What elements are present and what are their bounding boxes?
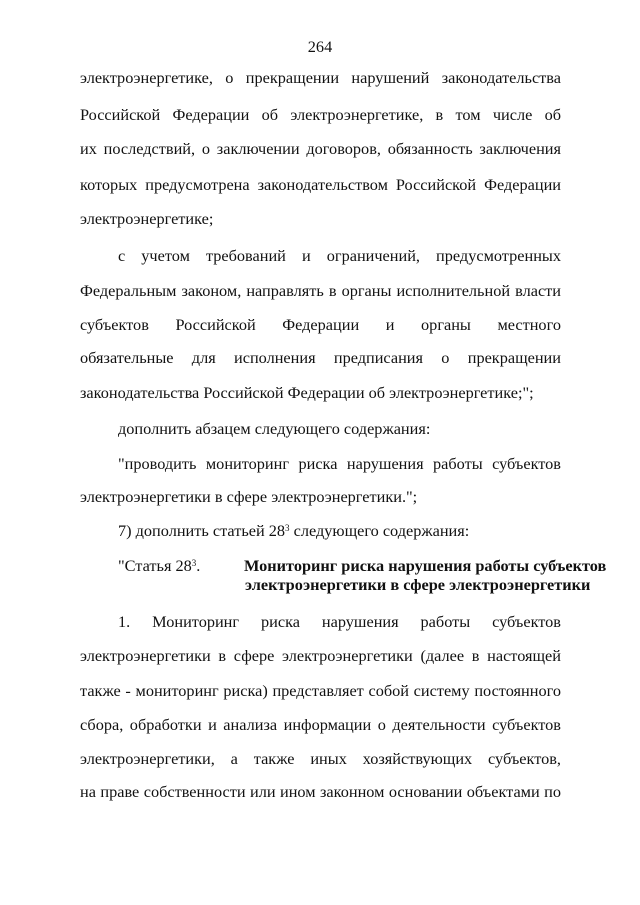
- text-line: Федеральным законом, направлять в органы исполнительной власти: [80, 281, 561, 300]
- superscript: 3: [285, 523, 290, 533]
- text-line: "проводить мониторинг риска нарушения работы субъектов: [118, 454, 561, 473]
- text-line: 1. Мониторинг риска нарушения работы субъектов: [118, 612, 561, 631]
- text-line: электроэнергетике;: [80, 209, 214, 228]
- text-line: субъектов Российской Федерации и органы местного: [80, 315, 561, 334]
- text-line: также - мониторинг риска) представляет собой систему постоянного: [80, 681, 561, 700]
- article-label: [118, 556, 200, 576]
- article-title: электроэнергетики в сфере электроэнергетики: [245, 575, 591, 594]
- text-line: дополнить абзацем следующего содержания:: [118, 419, 431, 438]
- text-line: их последствий, о заключении договоров, обязанность заключения: [80, 139, 561, 158]
- text-line: электроэнергетике, о прекращении нарушений законодательства: [80, 68, 561, 87]
- text-line: обязательные для исполнения предписания о прекращении: [80, 348, 561, 367]
- text-line: на праве собственности или ином законном основании объектами по: [80, 782, 561, 801]
- text-line: электроэнергетики в сфере электроэнергетики.";: [80, 487, 418, 506]
- text: 7) дополнить статьей 28: [118, 521, 286, 540]
- text-line: законодательства Российской Федерации об электроэнергетике;";: [80, 383, 534, 402]
- text-line: электроэнергетики, а также иных хозяйствующих субъектов,: [80, 749, 561, 768]
- text-line: Российской Федерации об электроэнергетике, в том числе об: [80, 105, 561, 124]
- text-line: которых предусмотрена законодательством Российской Федерации: [80, 175, 561, 194]
- page-number: 264: [307, 37, 333, 56]
- article-label-end: .: [196, 556, 201, 575]
- superscript: 3: [191, 558, 197, 568]
- text-line: электроэнергетики в сфере электроэнергетики (далее в настоящей: [80, 646, 561, 665]
- text-line: с учетом требований и ограничений, предусмотренных: [118, 246, 561, 265]
- article-label-text: "Статья 28: [118, 556, 192, 575]
- text-line: [118, 521, 561, 541]
- text: следующего содержания:: [289, 521, 470, 540]
- text-line: сбора, обработки и анализа информации о деятельности субъектов: [80, 715, 561, 734]
- article-title: Мониторинг риска нарушения работы субъектов: [244, 556, 607, 575]
